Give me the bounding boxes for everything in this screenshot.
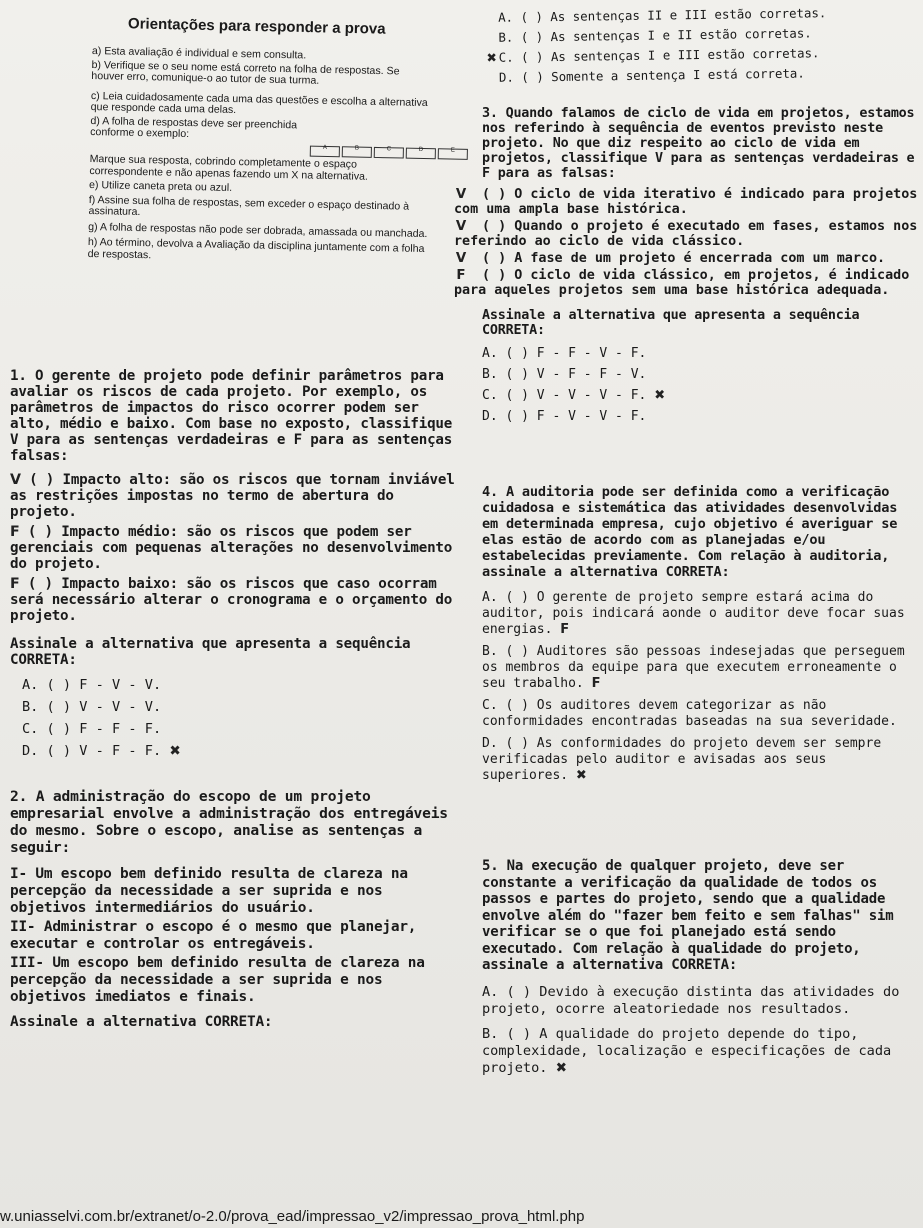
q5-option-b-mark: ✖ (555, 1059, 568, 1076)
prev-option-a-text: A. ( ) As sentenças II e III estão corretas. (498, 5, 827, 25)
q3-mark-2: V (455, 219, 467, 234)
q3-statement-1 (454, 187, 918, 217)
q4-option-c (482, 698, 918, 730)
instructions-title: Orientações para responder a prova (127, 15, 386, 38)
q2-stem: 2. A administração do escopo de um projeto empresarial envolve a administração dos entregáveis do mesmo. Sobre o escopo, analise as sentenças a seguir: (10, 788, 448, 856)
q1-prompt: Assinale a alternativa que apresenta a sequência CORRETA: (10, 636, 411, 668)
q1-statements (10, 472, 460, 624)
q3-option-c-text: C. ( ) V - V - V - F. (482, 388, 647, 403)
q4-option-b (482, 644, 918, 692)
legend-boxes (310, 145, 468, 159)
q3-mark-3: V (455, 251, 467, 266)
q1-statement-2-text: ( ) Impacto médio: são os riscos que podem ser gerenciais com pequenas alterações no desenvolvimento do projeto. (10, 524, 453, 572)
question-3 (454, 106, 918, 427)
question-5 (482, 858, 918, 1077)
q3-statement-3 (454, 251, 918, 266)
prev-mark-c: ✖ (486, 49, 497, 65)
prev-option-b-text: B. ( ) As sentenças I e II estão corretas. (498, 25, 812, 45)
q3-option-a (482, 343, 918, 364)
q3-statement-3-text: ( ) A fase de um projeto é encerrada com um marco. (482, 251, 886, 266)
q3-statements (454, 187, 918, 298)
legend-box-a: A (310, 145, 340, 157)
q4-option-d (482, 736, 918, 784)
question-1 (10, 368, 460, 762)
q1-options (22, 674, 460, 762)
q5-stem: 5. Na execução de qualquer projeto, deve ser constante a verificação da qualidade de todos os passos e partes do projeto, sendo que a qualidade envolve além do "fazer bem feito e sem falhas" sim verificar se o que foi planejado está sendo executado. Com relação à qualidade do projeto, assinale a alternativa CORRETA: (482, 858, 894, 973)
q4-option-c-text: C. ( ) Os auditores devem categorizar as não conformidades encontradas baseadas na sua severidade. (482, 698, 897, 729)
q4-option-d-mark: ✖ (575, 768, 587, 783)
q1-statement-3 (10, 576, 460, 624)
q3-option-d-text: D. ( ) F - V - V - F. (482, 409, 647, 424)
q2-statement-1: I- Um escopo bem definido resulta de clareza na percepção da necessidade a ser suprida e nos objetivos intermediários do usuário. (10, 866, 408, 916)
q1-option-a (22, 674, 460, 696)
q3-statement-4 (454, 268, 918, 298)
q1-option-c (22, 718, 460, 740)
rule-h: h) Ao término, devolva a Avaliação da disciplina juntamente com a folha de respostas. (87, 236, 425, 262)
q1-option-b-text: B. ( ) V - V - V. (22, 699, 162, 715)
rule-b: b) Verifique se o seu nome está correto na folha de respostas. Se houver erro, comunique-o ao tutor de sua turma. (91, 58, 400, 87)
prev-option-c-text: C. ( ) As sentenças I e III estão corretas. (498, 45, 820, 65)
rule-f: f) Assine sua folha de respostas, sem exceder o espaço destinado à assinatura. (88, 193, 410, 219)
q5-option-b-text: B. ( ) A qualidade do projeto depende do tipo, complexidade, localização e especificações de cada projeto. (482, 1025, 892, 1076)
q1-option-b (22, 696, 460, 718)
q1-mark-1: V (10, 472, 21, 488)
q2-statement-2: II- Administrar o escopo é o mesmo que planejar, executar e controlar os entregáveis. (10, 919, 417, 952)
question-4 (482, 484, 918, 784)
q3-option-c-mark: ✖ (654, 388, 666, 403)
q1-option-d (22, 740, 460, 762)
q3-statement-2-text: ( ) Quando o projeto é executado em fases, estamos nos referindo ao ciclo de vida clássico. (454, 219, 918, 249)
q1-option-d-text: D. ( ) V - F - F. (22, 743, 162, 759)
q1-statement-3-text: ( ) Impacto baixo: são os riscos que caso ocorram será necessário alterar o cronograma e o orçamento do projeto. (10, 576, 453, 624)
q3-options (482, 343, 918, 427)
rule-g: g) A folha de respostas não pode ser dobrada, amassada ou manchada. (88, 220, 428, 240)
rule-mark: Marque sua resposta, cobrindo completamente o espaço correspondente e não apenas fazendo um X na alternativa. (89, 153, 369, 183)
q2-statement-3: III- Um escopo bem definido resulta de clareza na percepção da necessidade a ser suprida e nos objetivos imediatos e finais. (10, 955, 425, 1005)
q3-option-c (482, 385, 918, 406)
question-2 (10, 788, 466, 1030)
legend-box-d: D (406, 147, 436, 159)
answer-legend (310, 144, 455, 159)
q5-options (482, 984, 918, 1077)
rule-a: a) Esta avaliação é individual e sem consulta. (91, 45, 307, 62)
q2-prompt: Assinale a alternativa CORRETA: (10, 1014, 273, 1030)
q1-statement-1 (10, 472, 460, 520)
previous-question-options (484, 2, 915, 88)
q4-option-b-mark: F (591, 676, 601, 691)
legend-box-e: E (438, 148, 468, 160)
footer-url: w.uniasselvi.com.br/extranet/o-2.0/prova_ead/impressao_v2/impressao_prova_html.php (0, 1208, 585, 1225)
q1-option-c-text: C. ( ) F - F - F. (22, 721, 162, 737)
q3-mark-1: V (455, 187, 467, 202)
q3-option-b-text: B. ( ) V - F - F - V. (482, 367, 647, 382)
q1-statement-1-text: ( ) Impacto alto: são os riscos que tornam inviável as restrições impostas no termo de abertura do projeto. (10, 472, 455, 520)
q3-option-a-text: A. ( ) F - F - V - F. (482, 346, 647, 361)
q4-stem: 4. A auditoria pode ser definida como a verificação cuidadosa e sistemática das atividades desenvolvidas em determinada empresa, cujo objetivo é averiguar se elas estão de acordo com as planejadas e/ou estabelecidas previamente. Com relação à auditoria, assinale a alternativa CORRETA: (482, 484, 898, 580)
q1-option-a-text: A. ( ) F - V - V. (22, 677, 162, 693)
prev-option-d-text: D. ( ) Somente a sentença I está correta. (498, 65, 805, 85)
q4-option-a-mark: F (560, 622, 570, 637)
q2-statements (10, 866, 466, 1006)
q1-statement-2 (10, 524, 460, 572)
q1-stem: 1. O gerente de projeto pode definir parâmetros para avaliar os riscos de cada projeto. Por exemplo, os parâmetros de impactos do risco ocorrer podem ser alto, médio e baixo. Com base no exposto, classifique V para as sentenças verdadeiras e F para as sentenças falsas: (10, 368, 453, 464)
q1-option-d-mark: ✖ (169, 743, 181, 759)
q1-mark-2: F (10, 524, 20, 540)
q5-option-a-text: A. ( ) Devido à execução distinta das atividades do projeto, ocorre aleatoriedade nos resultados. (482, 983, 900, 1017)
q4-option-a-text: A. ( ) O gerente de projeto sempre estará acima do auditor, pois indicará aonde o auditor deve focar suas energias. (482, 590, 905, 637)
q1-mark-3: F (10, 576, 20, 592)
q3-statement-2 (454, 219, 918, 249)
rule-d: d) A folha de respostas deve ser preenchida conforme o exemplo: (90, 114, 298, 141)
instructions-block (87, 45, 455, 267)
q3-option-b (482, 364, 918, 385)
rule-c: c) Leia cuidadosamente cada uma das questões e escolha a alternativa que responde cada uma delas. (90, 89, 428, 117)
q5-option-b (482, 1026, 918, 1077)
rule-e: e) Utilize caneta preta ou azul. (88, 179, 233, 195)
legend-box-c: C (374, 146, 404, 158)
q3-mark-4: F (456, 268, 466, 283)
q3-stem: 3. Quando falamos de ciclo de vida em projetos, estamos nos referindo à sequência de eventos previsto neste projeto. No que diz respeito ao ciclo de vida em projetos, classifique V para as sentenças verdadeiras e F para as falsas: (482, 106, 915, 181)
q3-statement-1-text: ( ) O ciclo de vida iterativo é indicado para projetos com uma ampla base histórica. (454, 187, 918, 217)
q5-option-a (482, 984, 918, 1018)
q3-option-d (482, 406, 918, 427)
q3-statement-4-text: ( ) O ciclo de vida clássico, em projetos, é indicado para aqueles projetos sem uma base histórica adequada. (454, 268, 910, 298)
q3-prompt: Assinale a alternativa que apresenta a sequência CORRETA: (482, 308, 860, 338)
q4-option-a (482, 590, 918, 638)
q4-options (482, 590, 918, 784)
q4-option-b-text: B. ( ) Auditores são pessoas indesejadas que perseguem os membros da equipe para que executem erroneamente o seu trabalho. (482, 644, 905, 691)
legend-box-b: B (342, 146, 372, 158)
q4-option-d-text: D. ( ) As conformidades do projeto devem ser sempre verificadas pelo auditor e avisadas aos seus superiores. (482, 736, 882, 783)
